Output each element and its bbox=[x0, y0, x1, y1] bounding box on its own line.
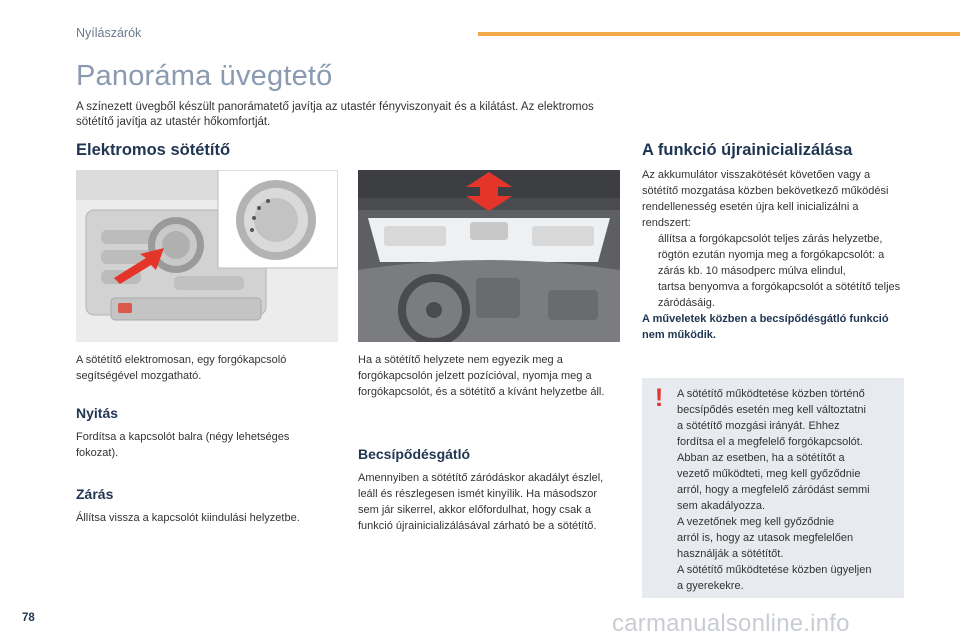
warning-line: a gyerekekre. bbox=[677, 580, 744, 592]
warning-line: A sötétítő működtetése közben ügyeljen bbox=[677, 564, 872, 576]
heading-anti-pinch: Becsípődésgátló bbox=[358, 446, 471, 462]
reinit-step: tartsa benyomva a forgókapcsolót a sötétítő teljes záródásáig. bbox=[658, 281, 901, 309]
warning-line: A sötétítő működtetése közben történő bbox=[677, 388, 865, 400]
panoramic-roof-illustration bbox=[358, 170, 620, 342]
warning-line: A vezetőnek meg kell győződnie bbox=[677, 516, 835, 528]
warning-line: használják a sötétítőt. bbox=[677, 548, 784, 560]
opening-text: Fordítsa a kapcsolót balra (négy lehetséges fokozat). bbox=[76, 431, 290, 459]
warning-text bbox=[677, 386, 899, 594]
header-accent-bar bbox=[478, 32, 960, 36]
panoramic-roof-photo bbox=[358, 170, 620, 342]
reinit-note: A műveletek közben a becsípődésgátló funkció nem működik. bbox=[642, 313, 889, 341]
warning-line: a sötétítő mozgási irányát. Ehhez bbox=[677, 420, 840, 432]
rotary-switch-photo bbox=[76, 170, 338, 342]
rotary-switch-illustration bbox=[76, 170, 338, 342]
intro-paragraph: A színezett üvegből készült panorámatető javítja az utastér fényviszonyait és a kilátást. Az elektromos sötétítő javítja az utastér hőkomfortját. bbox=[76, 101, 594, 128]
electric-shade-caption: A sötétítő elektromosan, egy forgókapcsoló segítségével mozgatható. bbox=[76, 354, 287, 382]
reinit-step: állítsa a forgókapcsolót teljes zárás helyzetbe, bbox=[658, 233, 883, 245]
heading-closing: Zárás bbox=[76, 486, 114, 502]
warning-line: arról is, hogy az utasok megfelelően bbox=[677, 532, 854, 544]
anti-pinch-text: Amennyiben a sötétítő záródáskor akadályt észlel, leáll és részlegesen ismét kinyílik. Ha másodszor sem jár sikerrel, akkor előfordulhat, hogy csak a funkció újrainicializálásával zárható be a sötétítő. bbox=[358, 472, 604, 532]
reinit-intro: Az akkumulátor visszakötését követően vagy a sötétítő mozgatása közben bekövetkező működési rendellenesség esetén újra kell inicializálni a rendszert: bbox=[642, 169, 889, 229]
warning-line: vezető működteti, meg kell győződnie bbox=[677, 468, 861, 480]
warning-icon: ! bbox=[654, 384, 664, 412]
warning-line: becsípődés esetén meg kell változtatni bbox=[677, 404, 866, 416]
reinit-step: rögtön ezután nyomja meg a forgókapcsolót: a zárás kb. 10 másodperc múlva elindul, bbox=[658, 249, 885, 277]
position-mismatch-text: Ha a sötétítő helyzete nem egyezik meg a forgókapcsolón jelzett pozícióval, nyomja meg a forgókapcsolót, és a sötétítő a kívánt helyzetbe áll. bbox=[358, 354, 605, 398]
warning-line: Abban az esetben, ha a sötétítőt a bbox=[677, 452, 845, 464]
warning-line: arról, hogy a megfelelő záródást semmi bbox=[677, 484, 870, 496]
heading-opening: Nyitás bbox=[76, 405, 119, 421]
page-title: Panoráma üvegtető bbox=[76, 60, 333, 92]
heading-electric-shade: Elektromos sötétítő bbox=[76, 141, 231, 159]
heading-reinitialisation: A funkció újrainicializálása bbox=[642, 141, 853, 159]
closing-text: Állítsa vissza a kapcsolót kiindulási helyzetbe. bbox=[76, 512, 300, 524]
page-number: 78 bbox=[22, 612, 35, 624]
warning-line: fordítsa el a megfelelő forgókapcsolót. bbox=[677, 436, 863, 448]
watermark: carmanualsonline.info bbox=[612, 610, 850, 637]
section-title: Nyílászárók bbox=[76, 26, 142, 40]
reinit-steps bbox=[642, 231, 904, 311]
warning-line: sem akadályozza. bbox=[677, 500, 766, 512]
reinit-block bbox=[642, 167, 904, 343]
